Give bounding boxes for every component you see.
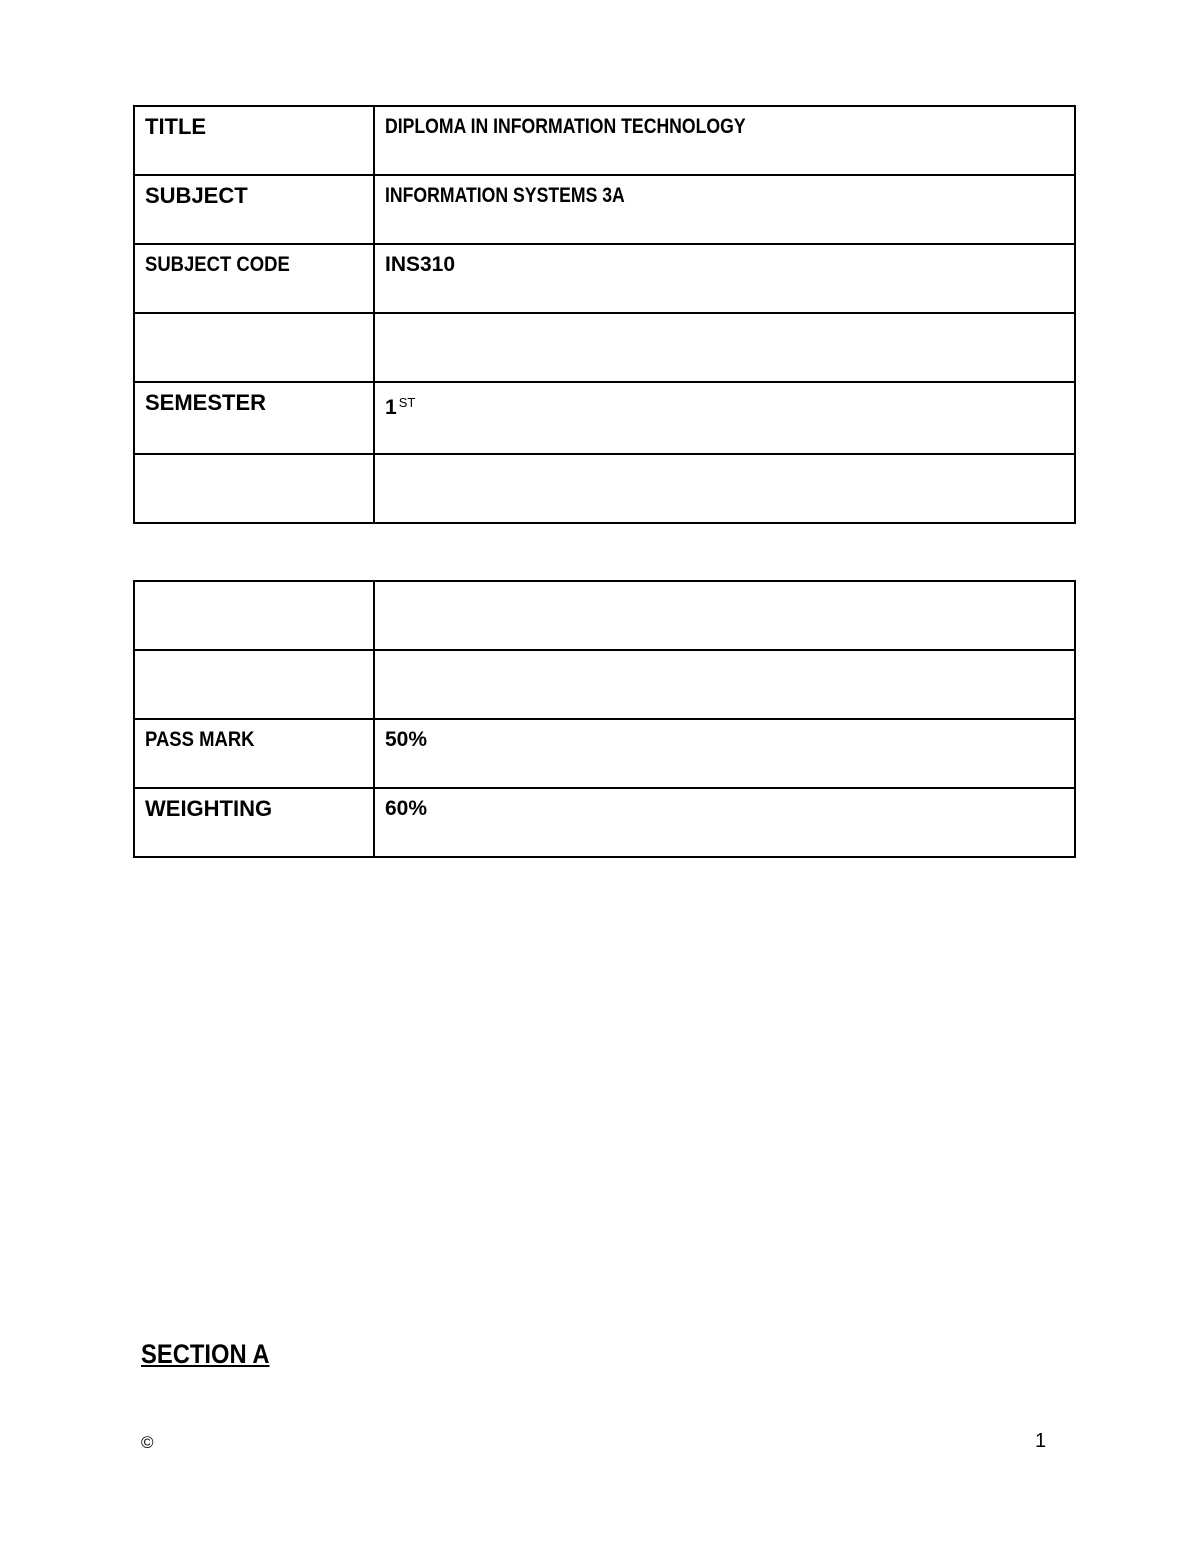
title-value: DIPLOMA IN INFORMATION TECHNOLOGY — [385, 115, 746, 138]
table-row — [134, 382, 1075, 454]
row-value-cell — [374, 454, 1075, 523]
row-label-cell — [134, 650, 374, 719]
exam-info-table — [133, 580, 1076, 858]
subject-code-value: INS310 — [385, 253, 456, 276]
table-row — [134, 581, 1075, 650]
row-value-cell — [374, 650, 1075, 719]
row-label-cell — [134, 581, 374, 650]
row-label-cell — [134, 244, 374, 313]
table-row — [134, 244, 1075, 313]
table-row — [134, 650, 1075, 719]
row-label-cell — [134, 313, 374, 382]
row-value-cell — [374, 244, 1075, 313]
subject-label: SUBJECT — [145, 183, 248, 208]
table-row — [134, 454, 1075, 523]
cover-info-table — [133, 105, 1076, 524]
pass-mark-value: 50% — [385, 728, 428, 751]
table-row — [134, 313, 1075, 382]
section-heading: SECTION A — [141, 1339, 270, 1369]
row-value-cell — [374, 719, 1075, 788]
copyright-symbol: © — [141, 1433, 154, 1452]
title-label: TITLE — [145, 114, 207, 139]
table-row — [134, 175, 1075, 244]
subject-code-label: SUBJECT CODE — [145, 253, 290, 276]
row-value-cell — [374, 106, 1075, 175]
pass-mark-label: PASS MARK — [145, 728, 255, 751]
row-value-cell — [374, 175, 1075, 244]
row-label-cell — [134, 719, 374, 788]
row-value-cell — [374, 313, 1075, 382]
subject-value: INFORMATION SYSTEMS 3A — [385, 184, 625, 207]
row-label-cell — [134, 788, 374, 857]
table-row — [134, 719, 1075, 788]
semester-value: 1 — [385, 396, 397, 419]
row-label-cell — [134, 382, 374, 454]
row-value-cell — [374, 581, 1075, 650]
row-label-cell — [134, 106, 374, 175]
row-value-cell — [374, 788, 1075, 857]
page-number: 1 — [1035, 1430, 1047, 1452]
row-value-cell — [374, 382, 1075, 454]
row-label-cell — [134, 454, 374, 523]
row-label-cell — [134, 175, 374, 244]
weighting-value: 60% — [385, 797, 428, 820]
semester-label: SEMESTER — [145, 390, 267, 415]
semester-ordinal-suffix: ST — [398, 395, 416, 410]
table-row — [134, 106, 1075, 175]
table-row — [134, 788, 1075, 857]
weighting-label: WEIGHTING — [145, 796, 273, 821]
